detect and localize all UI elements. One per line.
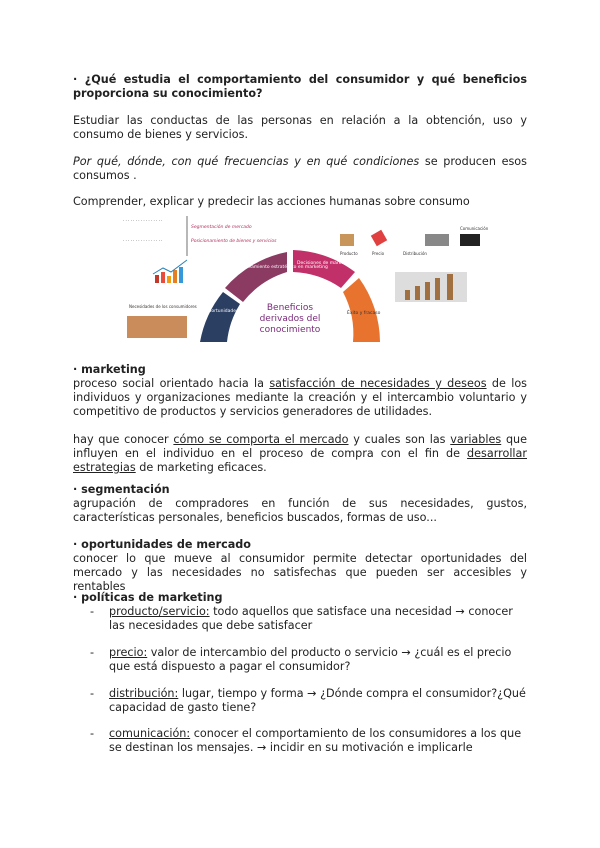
text: conocer lo que mueve al consumidor permite detectar oportunidades del mercado y las necesidades no satisfechas que pueden ser accesibles y rentables — [73, 552, 527, 593]
opportunities-section — [73, 538, 527, 594]
paragraph: Comprender, explicar y predecir las acciones humanas sobre consumo — [73, 195, 470, 208]
icon-label: Producto — [340, 251, 358, 256]
center-title: derivados del — [259, 314, 321, 324]
list-item: - comunicación: conocer el comportamiento de los consumidores a los que se destinan los mensajes. → incidir en su motivación e implicarle — [90, 727, 522, 754]
marketing-section — [73, 363, 527, 475]
text: de los individuos y organizaciones mediante la creación y el intercambio voluntario y competitivo de productos y servicios generadores de utilidades. — [73, 377, 527, 418]
paragraph — [73, 155, 527, 183]
icon-label: Comunicación — [460, 226, 489, 231]
icon-label: Precio — [372, 251, 385, 256]
segment-label: Decisiones de marketing — [297, 261, 353, 266]
list-item: - distribución: lugar, tiempo y forma → ¿Dónde compra el consumidor?¿Qué capacidad de gasto tiene? — [90, 687, 526, 714]
segment — [200, 292, 240, 342]
text: hay que conocer — [73, 433, 174, 446]
box-icon — [340, 234, 354, 246]
icon-label: Distribución — [403, 251, 427, 256]
text: y cuales son las — [348, 433, 451, 446]
segmentation-section — [73, 483, 527, 525]
crowd-image — [127, 316, 187, 338]
price-tag-icon — [371, 230, 387, 246]
barcode-icon — [460, 234, 480, 246]
text: de marketing eficaces. — [135, 461, 267, 474]
section-heading: · marketing — [73, 363, 146, 376]
note: Necesidades de los consumidores — [129, 304, 197, 309]
note: Posicionamiento de bienes y servicios — [191, 239, 277, 244]
chart-icon — [153, 260, 187, 283]
list-item: - producto/servicio: todo aquellos que satisface una necesidad → conocer las necesidades que debe satisfacer — [90, 605, 513, 632]
segment-label: Oportunidades de mercado — [205, 309, 267, 314]
question-heading: · ¿Qué estudia el comportamiento del consumidor y qué beneficios proporciona su conocimiento? — [73, 73, 527, 100]
text: proceso social orientado hacia la — [73, 377, 270, 390]
center-title: conocimiento — [259, 325, 321, 335]
segment-label: Planteamiento estratégico en marketing — [237, 265, 328, 270]
svg-text:· · · · · · · · · · · · · · ·: · · · · · · · · · · · · · · · · — [123, 218, 163, 223]
italic-text: Por qué, dónde, con qué frecuencias y en qué condiciones — [73, 155, 420, 168]
section-heading: · políticas de marketing — [73, 591, 223, 604]
svg-text:· · · · · · · · · · · · · · ·: · · · · · · · · · · · · · · · · — [123, 238, 163, 243]
truck-icon — [425, 234, 449, 246]
underlined-text: cómo se comporta el mercado — [173, 433, 349, 446]
note: Segmentación de mercado — [191, 225, 252, 230]
section-heading: · segmentación — [73, 483, 170, 496]
list-item: - precio: valor de intercambio del producto o servicio → ¿cuál es el precio que está dispuesto a pagar el consumidor? — [90, 646, 512, 673]
text: que influyen en el individuo en el proceso de compra con el fin de — [73, 433, 528, 460]
section-heading: · oportunidades de mercado — [73, 538, 251, 551]
text: se producen esos consumos . — [73, 155, 527, 182]
text: agrupación de compradores en función de sus necesidades, gustos, características personales, beneficios buscados, formas de uso... — [73, 497, 527, 524]
center-title: Beneficios — [266, 303, 314, 313]
paragraph: Estudiar las conductas de las personas en relación a la obtención, uso y consumo de bienes y servicios. — [73, 114, 527, 141]
underlined-text: satisfacción de necesidades y deseos — [269, 377, 487, 390]
underlined-text: variables — [450, 433, 502, 446]
segment-label: Éxito y fracaso — [347, 311, 381, 316]
benefits-infographic — [115, 212, 515, 362]
underlined-text: desarrollar estrategias — [73, 447, 527, 474]
